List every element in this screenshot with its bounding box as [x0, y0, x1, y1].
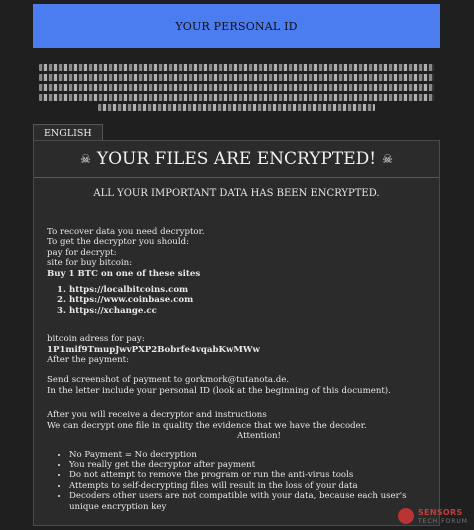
include-id-line: In the letter include your personal ID (look at the beginning of this document).: [47, 385, 391, 396]
instruction-line: pay for decrypt:: [47, 247, 117, 258]
attention-label: Attention!: [237, 431, 281, 442]
warning-item: • No Payment = No decryption: [69, 450, 426, 460]
watermark-bottom-text: TECH FORUM: [418, 518, 468, 525]
warning-item: • Do not attempt to remove the program or run the anti-virus tools: [69, 470, 426, 480]
btc-address-label: bitcoin adress for pay:: [47, 334, 145, 345]
send-email-line: Send screenshot of payment to gorkmork@tutanota.de.: [47, 375, 290, 386]
skull-icon: ☠: [80, 152, 91, 166]
warning-item: • Decoders other users are not compatible with your data, because each user's unique encryption key: [69, 491, 426, 512]
instruction-line: To get the decryptor you should:: [47, 237, 189, 248]
bitcoin-site-link[interactable]: 3. https://xchange.cc: [69, 306, 426, 316]
bitcoin-site-link[interactable]: 2. https://www.coinbase.com: [69, 295, 426, 305]
language-tabs: [33, 124, 440, 140]
ransom-note-window: [33, 4, 440, 526]
instruction-line: To recover data you need decryptor.: [47, 227, 205, 237]
bitcoin-site-link[interactable]: 1. https://localbitcoins.com: [69, 285, 426, 295]
bitcoin-sites-list: [47, 285, 426, 316]
instruction-line: site for buy bitcoin:: [47, 258, 133, 269]
after-payment-line: After the payment:: [47, 355, 130, 366]
encrypted-title-text: YOUR FILES ARE ENCRYPTED!: [96, 149, 377, 169]
warning-item: • You really get the decryptor after payment: [69, 460, 426, 470]
buy-btc-line: Buy 1 BTC on one of these sites: [47, 268, 201, 279]
personal-id-title: YOUR PERSONAL ID: [175, 19, 298, 33]
tab-english[interactable]: [33, 124, 103, 141]
decrypt-one-line: We can decrypt one file in quality the evidence that we have the decoder.: [47, 420, 367, 431]
message-panel: [33, 140, 440, 526]
skull-icon: ☠: [382, 152, 393, 166]
personal-id-value-blurred: [33, 56, 440, 118]
encrypted-subtitle: ALL YOUR IMPORTANT DATA HAS BEEN ENCRYPTED.: [93, 188, 380, 199]
encrypted-title: [34, 141, 439, 178]
warnings-list: [47, 450, 426, 512]
watermark-top-text: SENSORS: [418, 508, 463, 517]
watermark-icon: [398, 508, 414, 524]
btc-address: 1P1mif9TmupJwvPXP2Bobrfe4vqabKwMWw: [47, 344, 260, 355]
tab-english-label: ENGLISH: [44, 127, 92, 139]
watermark-logo: [396, 506, 470, 528]
after-receive-line: After you will receive a decryptor and instructions: [47, 410, 267, 421]
instructions-text: [34, 227, 439, 512]
warning-item: • Attempts to self-decrypting files will result in the loss of your data: [69, 481, 426, 491]
personal-id-header: [33, 4, 440, 48]
